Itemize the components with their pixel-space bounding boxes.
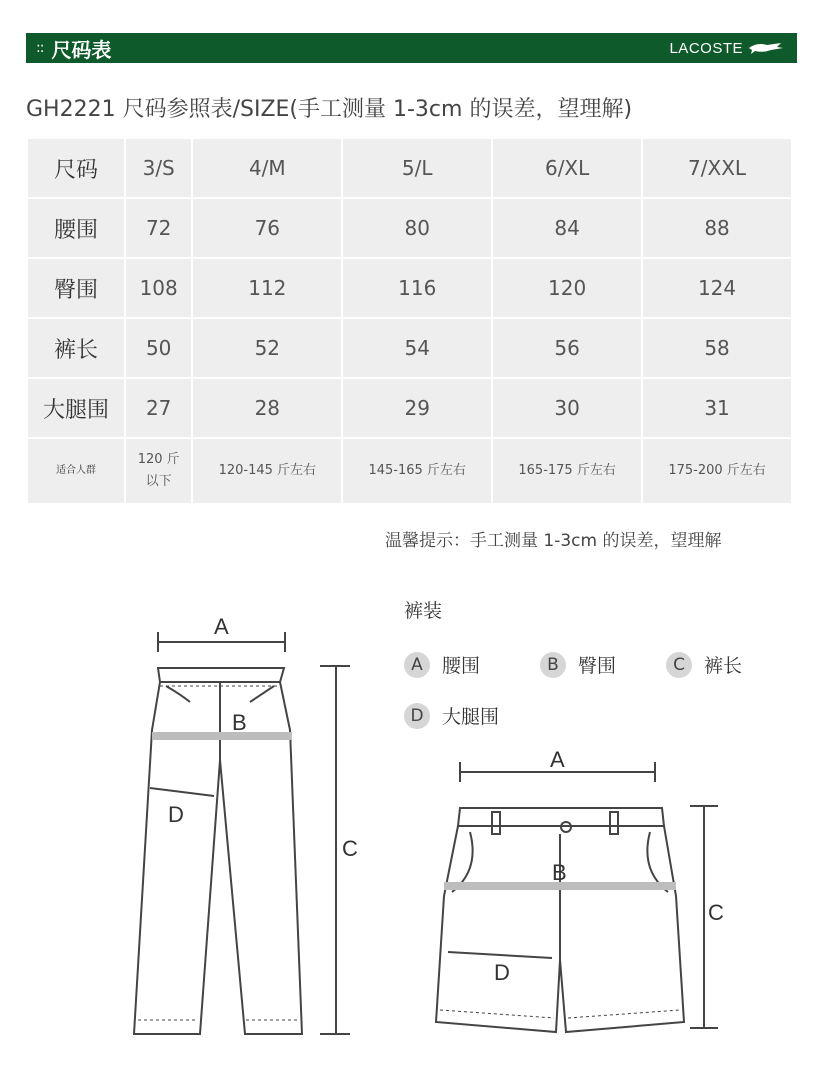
- brand-name: LACOSTE: [669, 40, 743, 57]
- label-d-pants: D: [168, 802, 184, 827]
- column-header: 4/M: [193, 139, 341, 197]
- row-header: 适合人群: [28, 439, 124, 503]
- table-cell: 116: [343, 259, 491, 317]
- banner-title: 尺码表: [51, 37, 112, 62]
- table-cell: 112: [193, 259, 341, 317]
- shorts-illustration: [436, 808, 684, 1032]
- table-cell: 80: [343, 199, 491, 257]
- legend-label: 大腿围: [442, 706, 500, 728]
- table-cell: 120-145 斤左右: [193, 439, 341, 503]
- table-cell: 84: [493, 199, 641, 257]
- table-cell: 28: [193, 379, 341, 437]
- row-header: 裤长: [28, 319, 124, 377]
- label-b-shorts: B: [552, 860, 567, 885]
- legend-title: 裤装: [404, 600, 443, 622]
- table-cell: 30: [493, 379, 641, 437]
- legend-badge: B: [540, 652, 566, 678]
- table-cell: 175-200 斤左右: [643, 439, 791, 503]
- label-a-pants: A: [214, 614, 229, 639]
- legend-label: 腰围: [442, 655, 481, 677]
- page-title: GH2221 尺码参照表/SIZE(手工测量 1-3cm 的误差，望理解): [26, 97, 633, 122]
- column-header: 3/S: [126, 139, 191, 197]
- legend-label: 臀围: [578, 655, 617, 677]
- row-header: 大腿围: [28, 379, 124, 437]
- table-cell: 145-165 斤左右: [343, 439, 491, 503]
- table-cell: 120: [493, 259, 641, 317]
- legend-badge: D: [404, 703, 430, 729]
- table-cell: 88: [643, 199, 791, 257]
- table-cell: 50: [126, 319, 191, 377]
- row-header: 臀围: [28, 259, 124, 317]
- legend-badge: A: [404, 652, 430, 678]
- table-cell: 124: [643, 259, 791, 317]
- table-cell: 58: [643, 319, 791, 377]
- table-cell: 27: [126, 379, 191, 437]
- table-cell: 108: [126, 259, 191, 317]
- row-header: 腰围: [28, 199, 124, 257]
- label-b-pants: B: [232, 710, 247, 735]
- column-header: 尺码: [28, 139, 124, 197]
- long-pants-illustration: [134, 668, 302, 1034]
- label-c-shorts: C: [708, 900, 724, 925]
- column-header: 5/L: [343, 139, 491, 197]
- fit-first-line1: 120 斤: [137, 452, 180, 467]
- column-header: 6/XL: [493, 139, 641, 197]
- legend-badge: C: [666, 652, 692, 678]
- column-header: 7/XXL: [643, 139, 791, 197]
- table-cell: 165-175 斤左右: [493, 439, 641, 503]
- table-cell: 31: [643, 379, 791, 437]
- label-d-shorts: D: [494, 960, 510, 985]
- measurement-note: 温馨提示：手工测量 1-3cm 的误差，望理解: [385, 531, 722, 551]
- table-cell: 56: [493, 319, 641, 377]
- table-cell: 54: [343, 319, 491, 377]
- table-cell: 52: [193, 319, 341, 377]
- legend-label: 裤长: [704, 655, 743, 677]
- fit-first-line2: 以下: [145, 474, 172, 489]
- table-cell: 29: [343, 379, 491, 437]
- label-c-pants: C: [342, 836, 358, 861]
- table-cell: 72: [126, 199, 191, 257]
- label-a-shorts: A: [550, 747, 565, 772]
- table-cell: 76: [193, 199, 341, 257]
- grid-dots-icon: ::: [36, 40, 44, 56]
